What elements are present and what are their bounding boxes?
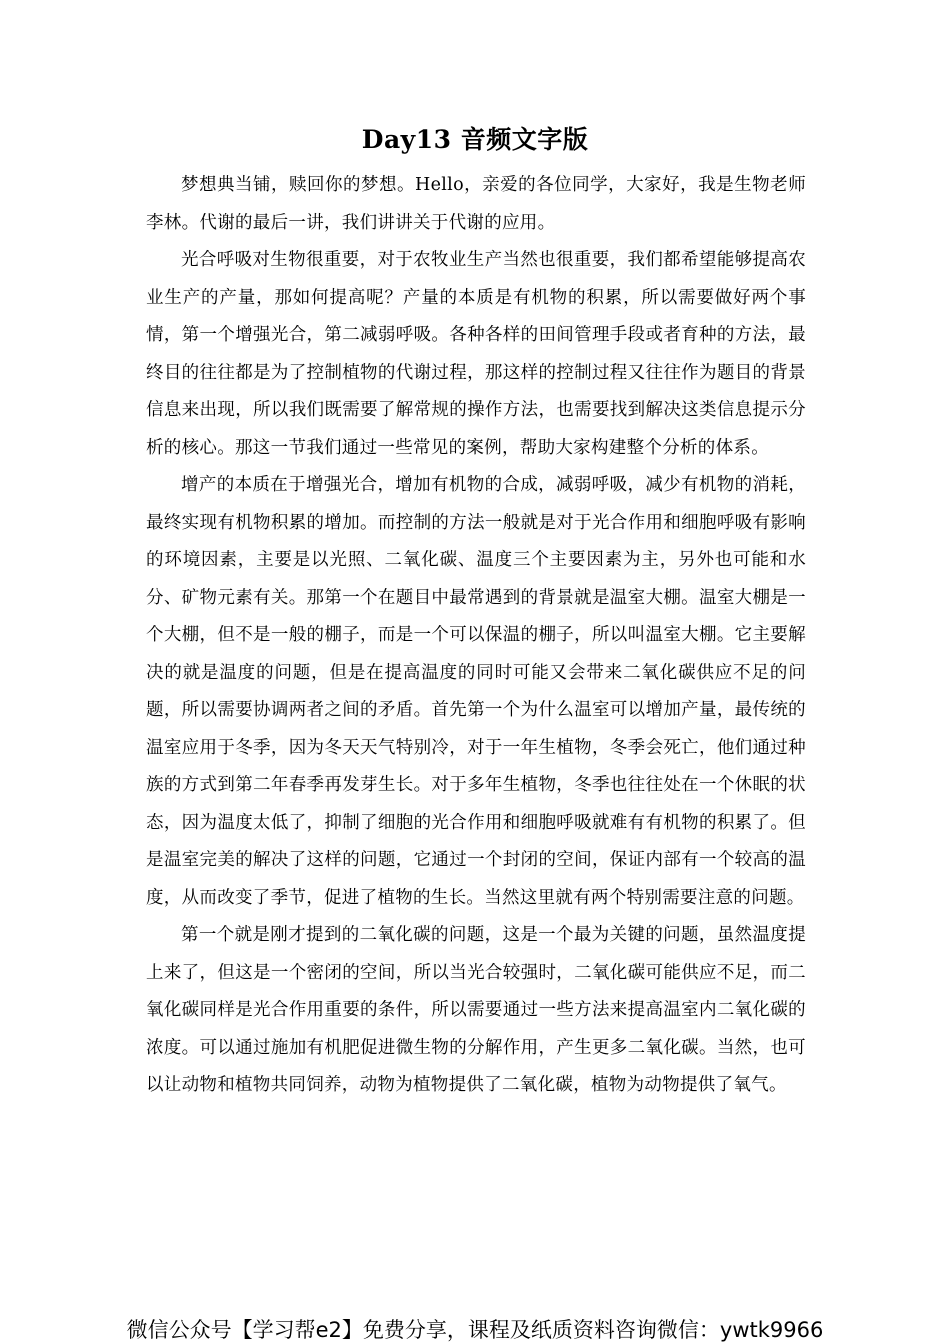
document-body [146, 167, 806, 1105]
paragraph-greenhouse: 增产的本质在于增强光合，增加有机物的合成，减弱呼吸，减少有机物的消耗，最终实现有机物积累的增加。而控制的方法一般就是对于光合作用和细胞呼吸有影响的环境因素，主要是以光照、二氧化碳、温度三个主要因素为主，另外也可能和水分、矿物元素有关。那第一个在题目中最常遇到的背景就是温室大棚。温室大棚是一个大棚，但不是一般的棚子，而是一个可以保温的棚子，所以叫温室大棚。它主要解决的就是温度的问题，但是在提高温度的同时可能又会带来二氧化碳供应不足的问题，所以需要协调两者之间的矛盾。首先第一个为什么温室可以增加产量，最传统的温室应用于冬季，因为冬天天气特别冷，对于一年生植物，冬季会死亡，他们通过种族的方式到第二年春季再发芽生长。对于多年生植物，冬季也往往处在一个休眠的状态，因为温度太低了，抑制了细胞的光合作用和细胞呼吸就难有有机物的积累了。但是温室完美的解决了这样的问题，它通过一个封闭的空间，保证内部有一个较高的温度，从而改变了季节，促进了植物的生长。当然这里就有两个特别需要注意的问题。 [146, 475, 806, 908]
paragraph-carbon-dioxide: 第一个就是刚才提到的二氧化碳的问题，这是一个最为关键的问题，虽然温度提上来了，但这是一个密闭的空间，所以当光合较强时，二氧化碳可能供应不足，而二氧化碳同样是光合作用重要的条件，所以需要通过一些方法来提高温室内二氧化碳的浓度。可以通过施加有机肥促进微生物的分解作用，产生更多二氧化碳。当然，也可以让动物和植物共同饲养，动物为植物提供了二氧化碳，植物为动物提供了氧气。 [146, 925, 806, 1095]
paragraph-photosynthesis-respiration: 光合呼吸对生物很重要，对于农牧业生产当然也很重要，我们都希望能够提高农业生产的产量，那如何提高呢？产量的本质是有机物的积累，所以需要做好两个事情，第一个增强光合，第二减弱呼吸。各种各样的田间管理手段或者育种的方法，最终目的往往都是为了控制植物的代谢过程，那这样的控制过程又往往作为题目的背景信息来出现，所以我们既需要了解常规的操作方法，也需要找到解决这类信息提示分析的核心。那这一节我们通过一些常见的案例，帮助大家构建整个分析的体系。 [146, 250, 806, 458]
document-title: Day13 音频文字版 [361, 125, 589, 154]
paragraph-intro: 梦想典当铺，赎回你的梦想。Hello，亲爱的各位同学，大家好，我是生物老师李林。代谢的最后一讲，我们讲讲关于代谢的应用。 [146, 175, 806, 233]
footer-watermark: 微信公众号【学习帮e2】免费分享，课程及纸质资料咨询微信：ywtk9966 [126, 1318, 824, 1342]
